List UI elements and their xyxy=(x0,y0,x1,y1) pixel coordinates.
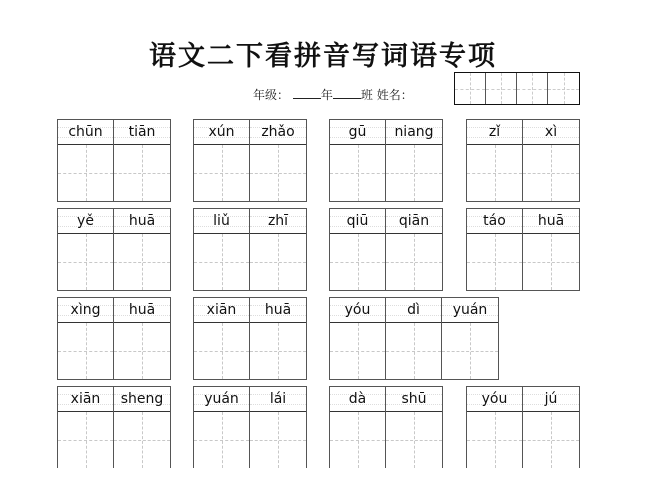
tianzige-writing-box[interactable] xyxy=(467,412,522,468)
class-suffix: 班 xyxy=(360,88,373,102)
character-cell xyxy=(250,209,306,290)
word-group xyxy=(466,208,580,291)
character-cell xyxy=(467,120,523,201)
character-cell xyxy=(523,120,579,201)
character-cell xyxy=(194,298,250,379)
pinyin-label xyxy=(194,298,249,323)
character-cell xyxy=(194,209,250,290)
pinyin-text: huā xyxy=(264,302,292,318)
tianzige-writing-box[interactable] xyxy=(194,234,249,290)
pinyin-text: yě xyxy=(77,213,94,229)
character-cell xyxy=(114,120,170,201)
character-cell xyxy=(114,387,170,468)
character-cell xyxy=(330,298,386,379)
pinyin-label xyxy=(114,209,170,234)
word-group xyxy=(329,386,443,468)
pinyin-label xyxy=(194,120,249,145)
tianzige-writing-box[interactable] xyxy=(442,323,498,379)
pinyin-label xyxy=(194,209,249,234)
pinyin-text: yuán xyxy=(204,391,239,407)
tianzige-writing-box[interactable] xyxy=(330,323,385,379)
tianzige-writing-box[interactable] xyxy=(114,234,170,290)
pinyin-label xyxy=(114,387,170,412)
character-cell xyxy=(330,387,386,468)
class-blank[interactable] xyxy=(333,86,361,99)
pinyin-text: sheng xyxy=(120,391,164,407)
pinyin-text: yóu xyxy=(481,391,508,407)
character-cell xyxy=(330,120,386,201)
word-group xyxy=(193,386,307,468)
name-cell[interactable] xyxy=(455,73,486,104)
tianzige-writing-box[interactable] xyxy=(330,234,385,290)
pinyin-label xyxy=(442,298,498,323)
character-cell xyxy=(58,387,114,468)
pinyin-label xyxy=(194,387,249,412)
name-label: 姓名： xyxy=(376,88,413,102)
tianzige-writing-box[interactable] xyxy=(58,145,113,201)
pinyin-label xyxy=(523,387,579,412)
pinyin-text: zǐ xyxy=(488,124,501,140)
word-group xyxy=(329,208,443,291)
character-cell xyxy=(58,120,114,201)
tianzige-writing-box[interactable] xyxy=(386,412,442,468)
pinyin-text: gū xyxy=(348,124,367,140)
name-writing-box[interactable] xyxy=(454,72,580,105)
pinyin-text: tiān xyxy=(128,124,156,140)
tianzige-writing-box[interactable] xyxy=(114,145,170,201)
pinyin-text: chūn xyxy=(68,124,103,140)
character-cell xyxy=(114,298,170,379)
pinyin-text: xiān xyxy=(206,302,237,318)
pinyin-label xyxy=(250,387,306,412)
character-cell xyxy=(467,387,523,468)
name-cell[interactable] xyxy=(517,73,548,104)
character-cell xyxy=(386,387,442,468)
character-cell xyxy=(114,209,170,290)
pinyin-label xyxy=(330,209,385,234)
character-cell xyxy=(523,209,579,290)
character-cell xyxy=(250,298,306,379)
tianzige-writing-box[interactable] xyxy=(467,145,522,201)
pinyin-label xyxy=(330,298,385,323)
tianzige-writing-box[interactable] xyxy=(330,145,385,201)
pinyin-label xyxy=(114,120,170,145)
character-cell xyxy=(386,120,442,201)
pinyin-label xyxy=(250,209,306,234)
worksheet-title: 语文二下看拼音写词语专项 xyxy=(149,41,497,72)
word-group xyxy=(466,386,580,468)
pinyin-text: dà xyxy=(348,391,367,407)
tianzige-writing-box[interactable] xyxy=(58,234,113,290)
word-group xyxy=(193,119,307,202)
word-group xyxy=(57,297,171,380)
name-cell[interactable] xyxy=(486,73,517,104)
character-cell xyxy=(442,298,498,379)
tianzige-writing-box[interactable] xyxy=(194,412,249,468)
pinyin-text: huā xyxy=(537,213,565,229)
pinyin-text: zhī xyxy=(267,213,289,229)
word-group xyxy=(193,208,307,291)
pinyin-text: xiān xyxy=(70,391,101,407)
pinyin-label xyxy=(386,209,442,234)
character-cell xyxy=(467,209,523,290)
character-cell xyxy=(250,120,306,201)
tianzige-writing-box[interactable] xyxy=(386,234,442,290)
word-group xyxy=(329,297,499,380)
tianzige-writing-box[interactable] xyxy=(58,323,113,379)
pinyin-label xyxy=(523,120,579,145)
tianzige-writing-box[interactable] xyxy=(386,145,442,201)
character-cell xyxy=(194,120,250,201)
pinyin-label xyxy=(250,298,306,323)
pinyin-label xyxy=(114,298,170,323)
pinyin-text: yuán xyxy=(452,302,488,318)
pinyin-label xyxy=(250,120,306,145)
pinyin-text: jú xyxy=(544,391,558,407)
pinyin-label xyxy=(386,298,441,323)
pinyin-text: táo xyxy=(483,213,506,229)
character-cell xyxy=(250,387,306,468)
pinyin-label xyxy=(330,387,385,412)
pinyin-text: huā xyxy=(128,213,156,229)
tianzige-writing-box[interactable] xyxy=(386,323,441,379)
pinyin-label xyxy=(467,120,522,145)
tianzige-writing-box[interactable] xyxy=(250,145,306,201)
pinyin-text: yóu xyxy=(344,302,371,318)
pinyin-label xyxy=(386,387,442,412)
character-cell xyxy=(58,209,114,290)
tianzige-writing-box[interactable] xyxy=(523,145,579,201)
character-cell xyxy=(330,209,386,290)
pinyin-text: niang xyxy=(394,124,434,140)
pinyin-label xyxy=(58,209,113,234)
word-group xyxy=(466,119,580,202)
year-suffix: 年 xyxy=(320,88,333,102)
pinyin-label xyxy=(386,120,442,145)
character-cell xyxy=(194,387,250,468)
grade-blank[interactable] xyxy=(293,86,321,99)
pinyin-label xyxy=(467,387,522,412)
pinyin-text: liǔ xyxy=(213,213,230,229)
pinyin-label xyxy=(330,120,385,145)
pinyin-text: shū xyxy=(401,391,427,407)
word-group xyxy=(57,208,171,291)
pinyin-text: qiū xyxy=(346,213,369,229)
tianzige-writing-box[interactable] xyxy=(114,412,170,468)
tianzige-writing-box[interactable] xyxy=(114,323,170,379)
tianzige-writing-box[interactable] xyxy=(250,412,306,468)
character-cell xyxy=(386,298,442,379)
name-cell[interactable] xyxy=(548,73,579,104)
pinyin-label xyxy=(58,298,113,323)
pinyin-text: dì xyxy=(407,302,420,318)
pinyin-text: xì xyxy=(544,124,558,140)
tianzige-writing-box[interactable] xyxy=(194,145,249,201)
student-info-line xyxy=(253,86,413,103)
character-cell xyxy=(523,387,579,468)
pinyin-text: zhǎo xyxy=(261,124,295,140)
pinyin-text: qiān xyxy=(398,213,430,229)
tianzige-writing-box[interactable] xyxy=(250,234,306,290)
character-cell xyxy=(58,298,114,379)
pinyin-text: xún xyxy=(208,124,235,140)
grade-label: 年级： xyxy=(253,88,290,102)
word-group xyxy=(329,119,443,202)
pinyin-label xyxy=(467,209,522,234)
word-group xyxy=(57,119,171,202)
tianzige-writing-box[interactable] xyxy=(523,234,579,290)
pinyin-label xyxy=(58,387,113,412)
word-group xyxy=(57,386,171,468)
pinyin-text: xìng xyxy=(70,302,101,318)
word-group xyxy=(193,297,307,380)
tianzige-writing-box[interactable] xyxy=(523,412,579,468)
tianzige-writing-box[interactable] xyxy=(330,412,385,468)
pinyin-text: huā xyxy=(128,302,156,318)
pinyin-label xyxy=(58,120,113,145)
tianzige-writing-box[interactable] xyxy=(467,234,522,290)
tianzige-writing-box[interactable] xyxy=(194,323,249,379)
pinyin-text: lái xyxy=(269,391,287,407)
character-cell xyxy=(386,209,442,290)
pinyin-label xyxy=(523,209,579,234)
tianzige-writing-box[interactable] xyxy=(250,323,306,379)
tianzige-writing-box[interactable] xyxy=(58,412,113,468)
